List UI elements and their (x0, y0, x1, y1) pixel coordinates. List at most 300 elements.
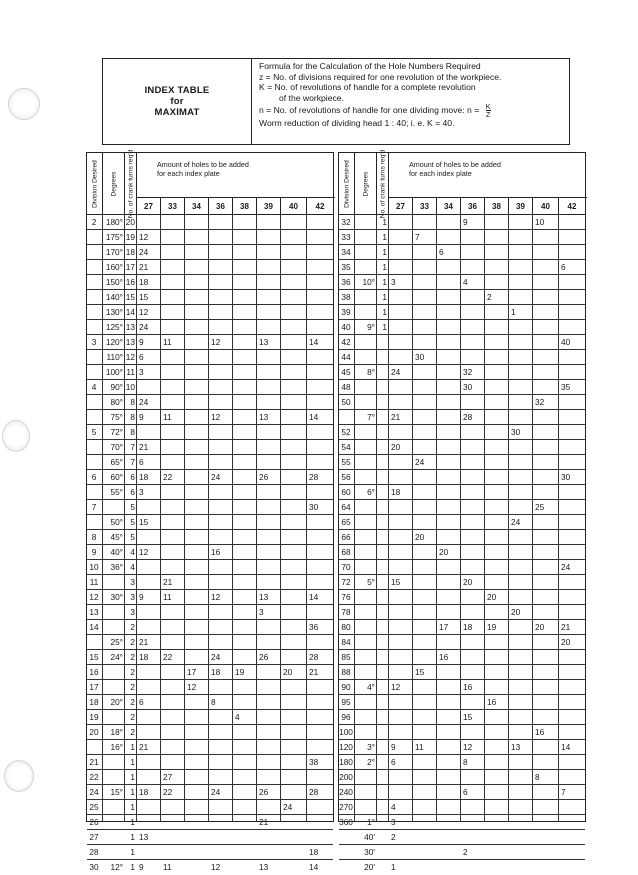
hole-count-cell-38 (487, 365, 508, 379)
hole-count-cell-39 (259, 485, 280, 499)
hole-count-cell-38 (487, 350, 508, 364)
degrees-header (103, 153, 125, 215)
hole-count-cell-36: 28 (463, 412, 473, 422)
turns-cell: 20 (125, 217, 135, 227)
degrees-cell: 180° (105, 217, 123, 227)
hole-count-cell-39 (511, 680, 532, 694)
degrees-cell (355, 530, 375, 544)
hole-count-cell-39 (259, 215, 280, 229)
turns-cell: 11 (126, 367, 135, 377)
division-cell: 56 (341, 472, 351, 482)
hole-count-cell-34 (187, 545, 208, 559)
division-cell: 16 (89, 667, 99, 677)
plate-header-42: 42 (315, 202, 325, 211)
hole-count-cell-27 (391, 725, 412, 739)
degrees-cell: 150° (105, 277, 123, 287)
degrees-header (355, 153, 377, 215)
degrees-cell: 10° (362, 277, 375, 287)
hole-count-cell-33 (163, 230, 184, 244)
hole-count-cell-39: 26 (259, 652, 269, 662)
hole-count-cell-27 (391, 695, 412, 709)
hole-count-cell-33 (415, 800, 436, 814)
hole-count-cell-39 (511, 845, 532, 859)
hole-count-cell-36 (211, 485, 232, 499)
hole-count-cell-36: 18 (211, 667, 221, 677)
table-row (87, 380, 333, 395)
division-cell: 95 (341, 697, 351, 707)
hole-count-cell-36 (211, 215, 232, 229)
degrees-cell (355, 425, 375, 439)
hole-count-cell-38 (235, 335, 256, 349)
hole-count-cell-34 (439, 530, 460, 544)
hole-count-cell-40 (535, 275, 558, 289)
hole-count-cell-40 (283, 290, 306, 304)
hole-count-cell-34 (187, 830, 208, 844)
degrees-cell (355, 725, 375, 739)
hole-count-cell-33 (415, 845, 436, 859)
division-cell: 48 (341, 382, 351, 392)
hole-count-cell-38 (235, 290, 256, 304)
hole-count-cell-39 (259, 770, 280, 784)
turns-cell: 1 (130, 742, 135, 752)
turns-cell: 1 (382, 292, 387, 302)
table-row (339, 620, 585, 635)
hole-count-cell-36: 30 (463, 382, 473, 392)
hole-count-cell-27: 21 (139, 637, 149, 647)
turns-cell (377, 335, 387, 349)
degrees-cell (103, 815, 123, 829)
turns-cell: 4 (130, 547, 135, 557)
amount-header (409, 161, 501, 178)
hole-count-cell-36 (211, 740, 232, 754)
index-table-right (338, 149, 586, 872)
turns-cell (377, 830, 387, 844)
hole-count-cell-42 (309, 830, 332, 844)
turns-cell: 1 (130, 847, 135, 857)
hole-count-cell-34 (439, 335, 460, 349)
hole-count-cell-42: 38 (309, 757, 319, 767)
hole-count-cell-27: 9 (391, 742, 396, 752)
hole-count-cell-42: 6 (561, 262, 566, 272)
division-cell: 14 (89, 622, 99, 632)
hole-count-cell-38: 4 (235, 712, 240, 722)
hole-count-cell-42 (309, 440, 332, 454)
hole-count-cell-42 (309, 320, 332, 334)
hole-count-cell-33 (415, 755, 436, 769)
hole-count-cell-27: 9 (139, 337, 144, 347)
division-cell: 84 (341, 637, 351, 647)
turns-cell: 1 (130, 757, 135, 767)
hole-count-cell-36 (211, 500, 232, 514)
hole-count-cell-33 (415, 710, 436, 724)
hole-count-cell-36 (463, 470, 484, 484)
hole-count-cell-42 (561, 665, 584, 679)
hole-count-cell-27: 24 (139, 397, 149, 407)
hole-count-cell-38 (487, 785, 508, 799)
hole-count-cell-39 (259, 275, 280, 289)
turns-header (125, 149, 137, 219)
hole-count-cell-36 (463, 545, 484, 559)
table-row (87, 560, 333, 575)
hole-count-cell-34 (187, 320, 208, 334)
hole-count-cell-36 (463, 350, 484, 364)
hole-count-cell-36 (463, 725, 484, 739)
hole-count-cell-38 (235, 275, 256, 289)
hole-count-cell-36: 20 (463, 577, 473, 587)
plate-header-42: 42 (567, 202, 577, 211)
hole-count-cell-42 (561, 695, 584, 709)
table-row (87, 770, 333, 785)
degrees-cell: 15° (110, 787, 123, 797)
hole-count-cell-36 (463, 320, 484, 334)
turns-cell (377, 635, 387, 649)
table-row (87, 845, 333, 860)
hole-count-cell-36: 12 (463, 742, 473, 752)
hole-count-cell-33 (415, 770, 436, 784)
hole-count-cell-42 (309, 605, 332, 619)
hole-count-cell-42 (309, 395, 332, 409)
division-header-label: Division Desired (343, 160, 350, 208)
hole-count-cell-27: 24 (139, 247, 149, 257)
hole-count-cell-38 (487, 710, 508, 724)
hole-count-cell-39 (259, 665, 280, 679)
hole-count-cell-34 (439, 230, 460, 244)
division-cell: 70 (341, 562, 351, 572)
plate-header-40: 40 (533, 198, 559, 215)
hole-count-cell-38 (487, 260, 508, 274)
hole-count-cell-40 (283, 590, 306, 604)
turns-cell: 3 (130, 592, 135, 602)
hole-count-cell-42 (561, 815, 584, 829)
hole-count-cell-27: 1 (391, 862, 396, 872)
table-row (87, 260, 333, 275)
hole-count-cell-38 (487, 515, 508, 529)
formula-k-line2: of the workpiece. (279, 92, 344, 103)
division-cell: 2 (91, 217, 97, 227)
hole-count-cell-39: 21 (259, 817, 269, 827)
hole-count-cell-27 (391, 515, 412, 529)
hole-count-cell-34 (439, 575, 460, 589)
hole-count-cell-34 (187, 350, 208, 364)
hole-count-cell-36: 16 (211, 547, 221, 557)
hole-count-cell-39 (511, 245, 532, 259)
hole-count-cell-27: 13 (139, 832, 149, 842)
hole-count-cell-39: 3 (259, 607, 264, 617)
hole-count-cell-27 (391, 845, 412, 859)
turns-cell: 13 (125, 337, 135, 347)
turns-cell: 1 (382, 322, 387, 332)
turns-cell: 2 (130, 727, 135, 737)
table-row (87, 395, 333, 410)
hole-count-cell-27 (391, 770, 412, 784)
hole-count-cell-36 (463, 635, 484, 649)
hole-count-cell-39 (259, 290, 280, 304)
division-cell (87, 275, 101, 289)
division-header-label: Division Desired (91, 160, 98, 208)
degrees-cell: 1° (367, 817, 375, 827)
table-row (339, 680, 585, 695)
binder-hole-top (8, 88, 40, 120)
turns-cell (377, 425, 387, 439)
hole-count-cell-34 (187, 620, 208, 634)
division-cell (87, 485, 101, 499)
table-row (339, 590, 585, 605)
amount-header-line2: for each index plate (157, 168, 220, 178)
hole-count-cell-34 (439, 860, 460, 874)
division-cell: 120 (339, 742, 353, 752)
hole-count-cell-33 (163, 530, 184, 544)
table-row (87, 830, 333, 845)
hole-count-cell-27 (139, 665, 160, 679)
hole-count-cell-27: 18 (139, 652, 149, 662)
hole-count-cell-34 (187, 275, 208, 289)
hole-count-cell-36 (463, 290, 484, 304)
degrees-cell (355, 650, 375, 664)
table-row (87, 860, 333, 875)
division-cell: 19 (89, 712, 99, 722)
hole-count-cell-40 (283, 515, 306, 529)
degrees-cell (355, 290, 375, 304)
hole-count-cell-40 (535, 665, 558, 679)
division-cell: 52 (341, 427, 351, 437)
hole-count-cell-42 (309, 815, 332, 829)
hole-count-cell-27: 21 (139, 742, 149, 752)
fraction-denominator: Z (485, 110, 491, 120)
hole-count-cell-39 (259, 230, 280, 244)
turns-cell (377, 545, 387, 559)
division-header (339, 153, 355, 215)
division-cell: 17 (89, 682, 99, 692)
division-cell: 25 (89, 802, 99, 812)
hole-count-cell-39 (511, 695, 532, 709)
hole-count-cell-33 (415, 215, 436, 229)
hole-count-cell-42 (309, 770, 332, 784)
division-cell (87, 260, 101, 274)
turns-cell: 2 (130, 682, 135, 692)
table-row (339, 800, 585, 815)
division-cell (87, 350, 101, 364)
turns-cell: 12 (125, 352, 135, 362)
hole-count-cell-33 (415, 815, 436, 829)
hole-count-cell-34 (439, 635, 460, 649)
hole-count-cell-39 (259, 740, 280, 754)
degrees-cell (103, 830, 123, 844)
hole-count-cell-36 (463, 425, 484, 439)
division-cell (87, 365, 101, 379)
degrees-cell (103, 575, 123, 589)
table-row (87, 440, 333, 455)
plate-header-33: 33 (413, 198, 437, 215)
hole-count-cell-34 (439, 830, 460, 844)
degrees-cell (355, 785, 375, 799)
hole-count-cell-27 (139, 725, 160, 739)
hole-count-cell-36 (211, 380, 232, 394)
hole-count-cell-39 (511, 395, 532, 409)
hole-count-cell-38 (487, 470, 508, 484)
hole-count-cell-34 (439, 260, 460, 274)
hole-count-cell-42 (561, 770, 584, 784)
hole-count-cell-39 (259, 260, 280, 274)
degrees-cell (355, 455, 375, 469)
hole-count-cell-33 (163, 245, 184, 259)
degrees-cell: 120° (105, 337, 123, 347)
division-cell: 72 (341, 577, 351, 587)
table-row (339, 560, 585, 575)
hole-count-cell-42 (561, 755, 584, 769)
turns-cell: 1 (130, 802, 135, 812)
hole-count-cell-38 (487, 815, 508, 829)
degrees-cell (355, 215, 375, 229)
hole-count-cell-27: 24 (139, 322, 149, 332)
hole-count-cell-34 (439, 395, 460, 409)
hole-count-cell-27: 12 (391, 682, 401, 692)
hole-count-cell-36 (211, 515, 232, 529)
hole-count-cell-34 (439, 440, 460, 454)
hole-count-cell-40 (535, 380, 558, 394)
hole-count-cell-42: 36 (309, 622, 319, 632)
hole-count-cell-39 (511, 860, 532, 874)
hole-count-cell-39 (511, 650, 532, 664)
hole-count-cell-34 (439, 305, 460, 319)
hole-count-cell-33 (163, 215, 184, 229)
table-row (339, 395, 585, 410)
hole-count-cell-39 (259, 635, 280, 649)
hole-count-cell-40 (535, 455, 558, 469)
division-cell: 200 (339, 772, 353, 782)
table-row (339, 785, 585, 800)
hole-count-cell-33 (415, 830, 436, 844)
division-cell: 60 (341, 487, 351, 497)
hole-count-cell-34 (187, 815, 208, 829)
table-row (339, 215, 585, 230)
hole-count-cell-38 (235, 860, 256, 874)
hole-count-cell-42 (561, 425, 584, 439)
turns-cell: 13 (125, 322, 135, 332)
hole-count-cell-34 (187, 695, 208, 709)
table-row (339, 350, 585, 365)
degrees-cell (355, 350, 375, 364)
hole-count-cell-34 (439, 500, 460, 514)
hole-count-cell-33 (163, 365, 184, 379)
hole-count-cell-34 (187, 410, 208, 424)
hole-count-cell-33 (163, 740, 184, 754)
hole-count-cell-38 (487, 500, 508, 514)
hole-count-cell-27 (391, 305, 412, 319)
division-cell: 26 (89, 817, 99, 827)
hole-count-cell-36 (211, 725, 232, 739)
division-cell: 3 (91, 337, 97, 347)
table-row (339, 245, 585, 260)
degrees-cell: 75° (110, 412, 123, 422)
turns-cell (377, 455, 387, 469)
hole-count-cell-40 (535, 305, 558, 319)
table-row (339, 365, 585, 380)
hole-count-cell-40 (283, 830, 306, 844)
degrees-cell (103, 845, 123, 859)
hole-count-cell-39 (511, 590, 532, 604)
degrees-cell (355, 710, 375, 724)
turns-header-label: No. of crank turns req'd (127, 149, 134, 219)
division-cell (339, 410, 353, 424)
hole-count-cell-33: 11 (163, 862, 172, 872)
turns-cell (377, 755, 387, 769)
hole-count-cell-38 (235, 305, 256, 319)
hole-count-cell-34 (187, 650, 208, 664)
formula-worm: Worm reduction of dividing head 1 : 40; i. e. K = 40. (259, 118, 455, 129)
hole-count-cell-33: 27 (163, 772, 173, 782)
turns-cell: 7 (130, 457, 135, 467)
hole-count-cell-34 (439, 320, 460, 334)
degrees-cell: 175° (105, 232, 123, 242)
amount-header-line1: Amount of holes to be added (157, 160, 249, 169)
turns-cell: 4 (130, 562, 135, 572)
division-cell (87, 740, 101, 754)
hole-count-cell-39 (259, 455, 280, 469)
hole-count-cell-27 (139, 380, 160, 394)
formula-n-line (259, 103, 565, 118)
degrees-cell: 8° (367, 367, 375, 377)
degrees-cell (355, 470, 375, 484)
hole-count-cell-33 (163, 290, 184, 304)
degrees-cell (103, 800, 123, 814)
hole-count-cell-39: 13 (259, 412, 269, 422)
hole-count-cell-38 (487, 575, 508, 589)
title-line-1: INDEX TABLE (144, 85, 210, 96)
division-cell: 44 (341, 352, 351, 362)
division-cell: 36 (341, 277, 351, 287)
hole-count-cell-34 (187, 560, 208, 574)
degrees-cell (355, 335, 375, 349)
hole-count-cell-33 (415, 860, 436, 874)
hole-count-cell-39: 13 (259, 592, 269, 602)
hole-count-cell-33 (163, 800, 184, 814)
division-cell (339, 860, 353, 874)
hole-count-cell-42: 28 (309, 652, 319, 662)
hole-count-cell-38 (235, 845, 256, 859)
hole-count-cell-38 (487, 650, 508, 664)
division-cell: 4 (91, 382, 97, 392)
hole-count-cell-33 (415, 320, 436, 334)
hole-count-cell-33: 22 (163, 472, 173, 482)
degrees-cell (355, 515, 375, 529)
hole-count-cell-36 (463, 440, 484, 454)
hole-count-cell-33 (415, 590, 436, 604)
hole-count-cell-38 (235, 485, 256, 499)
formula-fraction (486, 103, 491, 118)
turns-cell: 1 (130, 817, 135, 827)
hole-count-cell-38 (487, 665, 508, 679)
hole-count-cell-40 (283, 455, 306, 469)
table-row (339, 380, 585, 395)
table-row (339, 650, 585, 665)
formula-k-line1: K = No. of revolutions of handle for a complete revolution (259, 82, 476, 93)
hole-count-cell-40: 10 (535, 217, 545, 227)
division-cell: 40 (341, 322, 351, 332)
hole-count-cell-27 (391, 605, 412, 619)
hole-count-cell-38 (487, 560, 508, 574)
hole-count-cell-36 (211, 260, 232, 274)
hole-count-cell-38 (235, 560, 256, 574)
turns-cell: 6 (130, 487, 135, 497)
degrees-cell: 20' (364, 862, 375, 872)
hole-count-cell-39 (511, 755, 532, 769)
hole-count-cell-34 (439, 365, 460, 379)
hole-count-cell-36 (463, 230, 484, 244)
hole-count-cell-38 (235, 635, 256, 649)
table-row (87, 665, 333, 680)
hole-count-cell-42 (561, 230, 584, 244)
turns-cell (377, 575, 387, 589)
